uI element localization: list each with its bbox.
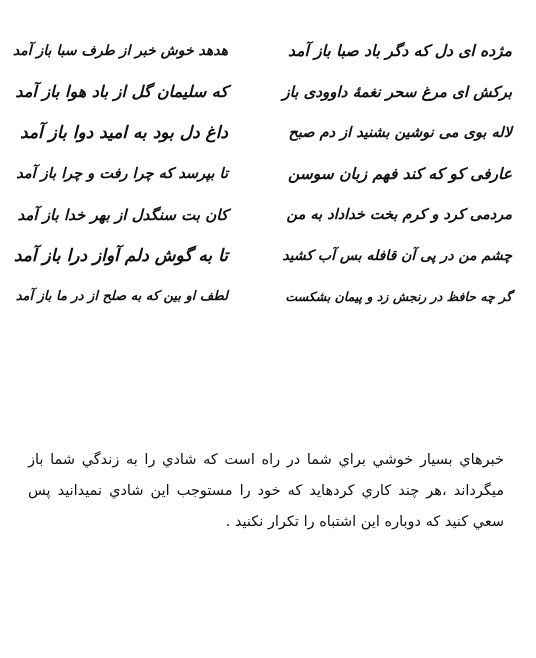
couplet-row (0, 241, 536, 281)
verse-first: مردمی کرد و کرم بخت خداداد به من (286, 206, 512, 223)
verse-first: عارفی کو که کند فهم زبان سوسن (288, 164, 512, 183)
couplet-row (0, 118, 536, 158)
verse-second: کان بت سنگدل از بهر خدا باز آمد (17, 206, 228, 224)
couplet-row (0, 36, 536, 76)
fortune-explanation: خبرهاي بسيار خوشي براي شما در راه است که شادي را به زندگي شما باز ميگرداند ،هر چند کاري کردهايد که خود را مستوجب اين شادي نميدانيد پس سعي کنيد که دوباره اين اشتباه را تکرار نکنيد . (28, 452, 504, 530)
verse-second: لطف او بین که به صلح از در ما باز آمد (15, 289, 228, 304)
verse-second: تا بپرسد که چرا رفت و چرا باز آمد (16, 165, 228, 182)
couplet-row (0, 200, 536, 240)
verse-second: داغ دل بود به امید دوا باز آمد (20, 123, 228, 143)
verse-second: تا به گوش دلم آواز درا باز آمد (13, 246, 228, 266)
verse-first: مژده ای دل که دگر باد صبا باز آمد (288, 41, 512, 60)
verse-first: چشم من در پی آن قافله بس آب کشید (282, 248, 512, 264)
verse-first: برکش ای مرغ سحر نغمهٔ داوودی باز (282, 83, 512, 101)
couplet-row (0, 159, 536, 199)
verse-second: که سلیمان گل از باد هوا باز آمد (15, 82, 228, 101)
poem-couplets (0, 36, 536, 376)
couplet-row (0, 282, 536, 322)
couplet-row (0, 77, 536, 117)
verse-first: لاله بوی می نوشین بشنید از دم صبح (288, 124, 512, 141)
verse-second: هدهد خوش خبر از طرف سبا باز آمد (12, 43, 228, 59)
verse-first: گر چه حافظ در رنجش زد و پیمان بشکست (285, 289, 512, 304)
